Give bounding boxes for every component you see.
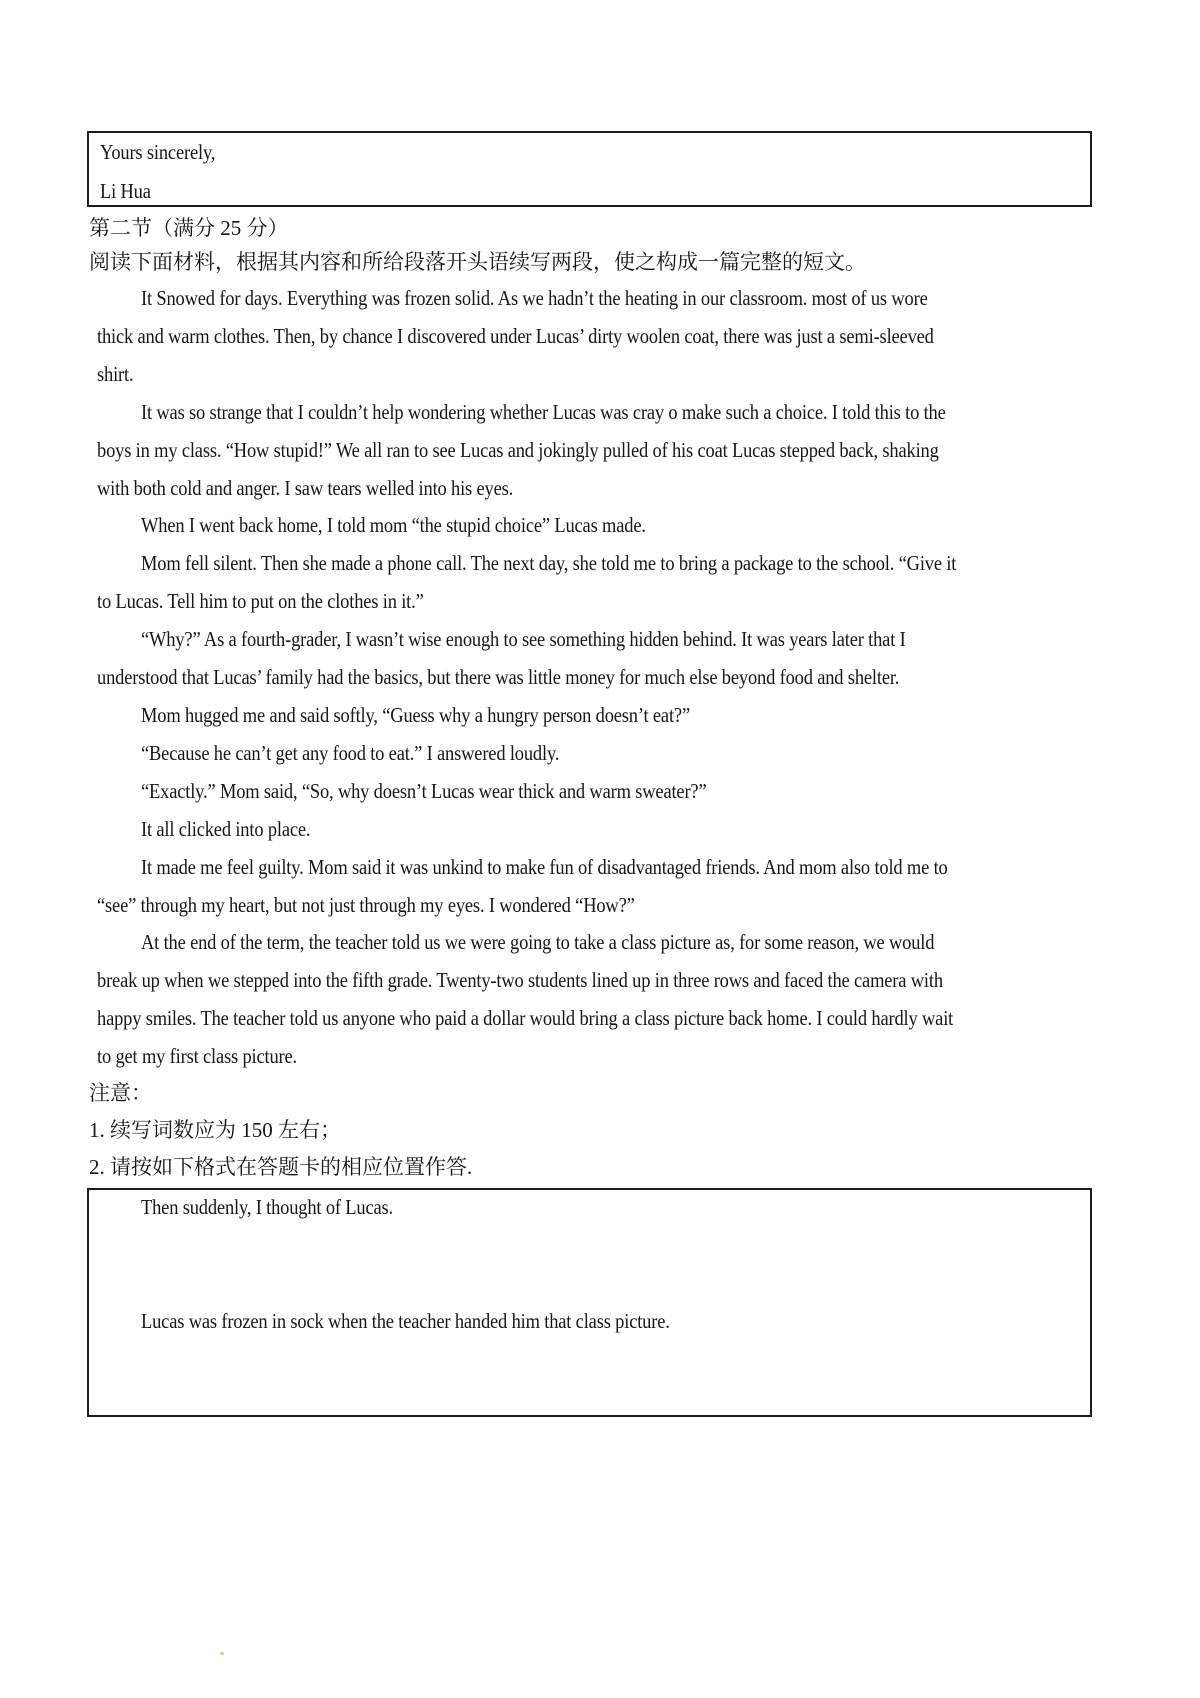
note-item-2: 2. 请按如下格式在答题卡的相应位置作答. [89,1155,473,1179]
passage-line [89,962,1109,1000]
passage-line [89,1038,1109,1076]
closing-line [89,133,1090,172]
passage-line [89,545,1109,583]
passage-line-text: to Lucas. Tell him to put on the clothes in it.” [97,589,424,614]
passage-line-text: boys in my class. “How stupid!” We all ran to see Lucas and jokingly pulled of his coat Lucas stepped back, shaking [97,437,939,462]
answer-opening-line-1 [141,1195,1090,1219]
passage-line-text: thick and warm clothes. Then, by chance I discovered under Lucas’ dirty woolen coat, there was just a semi-sleeved [97,323,934,348]
instruction-text: 阅读下面材料，根据其内容和所给段落开头语续写两段，使之构成一篇完整的短文。 [89,250,866,274]
passage-line [89,356,1109,394]
passage-line-text: “Why?” As a fourth-grader, I wasn’t wise enough to see something hidden behind. It was years later that I [141,627,906,652]
passage-line-text: understood that Lucas’ family had the basics, but there was little money for much else beyond food and shelter. [97,665,900,690]
passage-line-text: happy smiles. The teacher told us anyone who paid a dollar would bring a class picture back home. I could hardly wait [97,1006,954,1031]
scan-artifact-dot [220,1652,224,1655]
passage-line-text: It Snowed for days. Everything was frozen solid. As we hadn’t the heating in our classroom. most of us wore [141,286,928,310]
passage-line-text: break up when we stepped into the fifth grade. Twenty-two students lined up in three rows and faced the camera with [97,968,943,993]
closing-box [87,131,1092,207]
passage-line [89,697,1109,735]
passage-line [89,659,1109,697]
note-item-1: 1. 续写词数应为 150 左右； [89,1118,341,1142]
closing-line [89,172,1090,211]
answer-opening-line-2-text: Lucas was frozen in sock when the teacher handed him that class picture. [141,1309,670,1333]
passage-line [89,735,1109,773]
passage-line-text: At the end of the term, the teacher told us we were going to take a class picture as, for some reason, we would [141,930,935,955]
passage-line [89,811,1109,849]
passage-line-text: It made me feel guilty. Mom said it was unkind to make fun of disadvantaged friends. And mom also told me to [141,854,948,879]
passage-line [89,849,1109,887]
closing-line-text: Li Hua [100,179,151,203]
passage-line [89,924,1109,962]
notes-label: 注意： [89,1081,152,1105]
passage-line [89,394,1109,432]
passage-line-text: shirt. [97,361,134,386]
closing-line-text: Yours sincerely, [100,140,216,164]
section-heading: 第二节（满分 25 分） [89,216,289,240]
passage-line [89,432,1109,470]
passage-line [89,280,1109,318]
passage-line [89,773,1109,811]
passage-line [89,318,1109,356]
answer-opening-line-2 [141,1309,1090,1333]
passage-line-text: It all clicked into place. [141,816,311,841]
passage-line-text: Mom fell silent. Then she made a phone call. The next day, she told me to bring a package to the school. “Give it [141,551,957,576]
passage-line [89,1000,1109,1038]
passage-line [89,507,1109,545]
passage-line-text: “Because he can’t get any food to eat.” I answered loudly. [141,740,560,765]
passage-line-text: with both cold and anger. I saw tears welled into his eyes. [97,475,514,500]
passage-line [89,887,1109,925]
passage-line-text: “Exactly.” Mom said, “So, why doesn’t Lucas wear thick and warm sweater?” [141,778,707,803]
answer-format-box [87,1188,1092,1417]
passage-line [89,583,1109,621]
passage-line-text: It was so strange that I couldn’t help wondering whether Lucas was cray o make such a choice. I told this to the [141,399,946,424]
passage-line-text: When I went back home, I told mom “the stupid choice” Lucas made. [141,513,646,538]
answer-opening-line-1-text: Then suddenly, I thought of Lucas. [141,1195,393,1219]
passage-line [89,621,1109,659]
passage-line [89,470,1109,508]
passage-line-text: to get my first class picture. [97,1044,298,1069]
passage [89,280,1109,1076]
passage-line-text: Mom hugged me and said softly, “Guess why a hungry person doesn’t eat?” [141,702,690,727]
passage-line-text: “see” through my heart, but not just through my eyes. I wondered “How?” [97,892,635,917]
